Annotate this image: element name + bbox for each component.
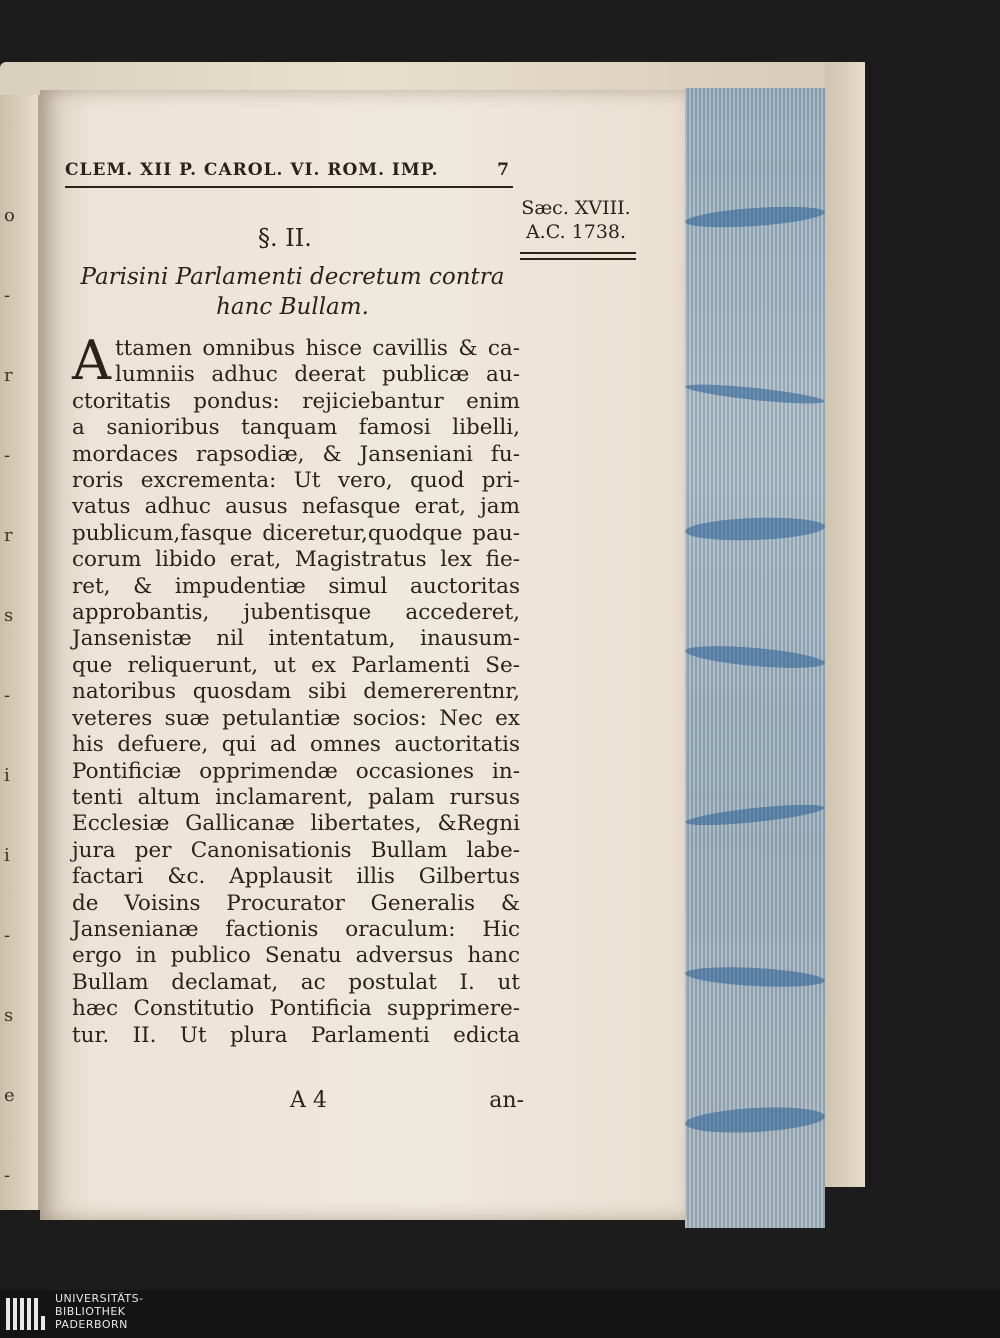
left-page-glyph: o: [4, 205, 15, 226]
body-line: de Voisins Procurator Generalis &: [72, 890, 520, 916]
body-line: publicum,fasque diceretur,quodque pau-: [72, 520, 520, 546]
section-number: §. II.: [258, 224, 312, 252]
left-page-glyph: s: [4, 605, 14, 626]
body-line: corum libido erat, Magistratus lex fie-: [72, 547, 520, 573]
left-page-glyph: -: [4, 685, 11, 706]
left-page-glyph: -: [4, 1165, 11, 1186]
page-number: 7: [497, 160, 510, 180]
body-line: roris excrementa: Ut vero, quod pri-: [72, 468, 520, 494]
body-line: ret, & impudentiæ simul auctoritas: [72, 573, 520, 599]
body-line: approbantis, jubentisque accederet,: [72, 600, 520, 626]
section-title: [70, 262, 515, 322]
book-cover-right: [825, 62, 865, 1187]
body-line: ctoritatis pondus: rejiciebantur enim: [72, 388, 520, 414]
body-line: hæc Constitutio Pontificia supprimere-: [72, 996, 520, 1022]
left-page-glyph: r: [4, 525, 13, 546]
margin-note-century: Sæc. XVIII.: [521, 197, 631, 219]
body-line: natoribus quosdam sibi demererentnr,: [72, 679, 520, 705]
logo-line: BIBLIOTHEK: [55, 1305, 126, 1318]
left-page-glyph: i: [4, 765, 10, 786]
body-line: veteres suæ petulantiæ socios: Nec ex: [72, 705, 520, 731]
body-line: jura per Canonisationis Bullam labe-: [72, 837, 520, 863]
running-header: [65, 160, 510, 180]
body-line: Bullam declamat, ac postulat I. ut: [72, 969, 520, 995]
page-footer: [72, 1088, 524, 1113]
margin-note-rule: [520, 252, 636, 260]
body-line: mordaces rapsodiæ, & Janseniani fu-: [72, 441, 520, 467]
body-line: Pontificiæ opprimendæ occasiones in-: [72, 758, 520, 784]
body-line: Ecclesiæ Gallicanæ libertates, &Regni: [72, 811, 520, 837]
body-line: vatus adhuc ausus nefasque erat, jam: [72, 494, 520, 520]
margin-note-year: A.C. 1738.: [525, 221, 627, 243]
logo-line: UNIVERSITÄTS-: [55, 1292, 144, 1305]
left-page-glyph: -: [4, 285, 11, 306]
body-line: tenti altum inclamarent, palam rursus: [72, 784, 520, 810]
logo-line: PADERBORN: [55, 1318, 128, 1331]
marbled-fore-edge: [685, 88, 825, 1228]
margin-note: [515, 196, 637, 244]
catchword: an-: [489, 1088, 524, 1113]
header-rule: [65, 186, 513, 188]
body-line: ergo in publico Senatu adversus hanc: [72, 943, 520, 969]
body-line: his defuere, qui ad omnes auctoritatis: [72, 732, 520, 758]
body-line: que reliquerunt, ut ex Parlamenti Se-: [72, 652, 520, 678]
library-logo-icon: [6, 1296, 48, 1332]
left-page-glyph: i: [4, 845, 10, 866]
section-title-line: hanc Bullam.: [216, 294, 369, 320]
section-title-line: Parisini Parlamenti decretum contra: [80, 264, 505, 290]
body-text: [72, 329, 520, 1049]
left-page-edge: [0, 95, 40, 1210]
library-logo-text: [55, 1292, 144, 1331]
signature-mark: A 4: [290, 1088, 327, 1113]
body-line: lumniis adhuc deerat publicæ au-: [115, 362, 520, 388]
footer-bar: [0, 1290, 1000, 1338]
body-line: tur. II. Ut plura Parlamenti edicta: [72, 1022, 520, 1048]
body-line: factari &c. Applausit illis Gilbertus: [72, 864, 520, 890]
left-page-glyph: s: [4, 1005, 14, 1026]
body-line: ttamen omnibus hisce cavillis & ca-: [115, 336, 520, 361]
left-page-glyph: r: [4, 365, 13, 386]
drop-cap: A: [72, 329, 111, 392]
left-page-glyph: e: [4, 1085, 15, 1106]
body-line: Jansenianæ factionis oraculum: Hic: [72, 916, 520, 942]
left-page-glyph: -: [4, 445, 11, 466]
running-title: CLEM. XII P. CAROL. VI. ROM. IMP.: [65, 160, 439, 180]
body-line: a sanioribus tanquam famosi libelli,: [72, 415, 520, 441]
body-line: Jansenistæ nil intentatum, inausum-: [72, 626, 520, 652]
left-page-glyph: -: [4, 925, 11, 946]
